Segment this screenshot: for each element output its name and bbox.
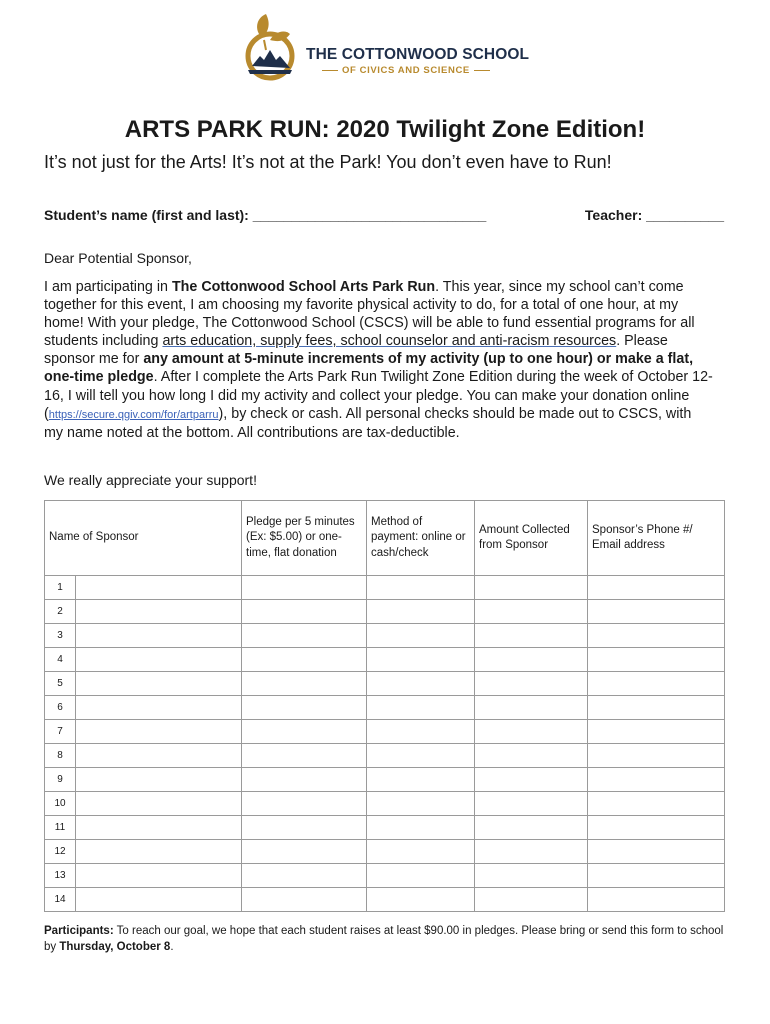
- pledge-cell[interactable]: [242, 648, 367, 672]
- logo-rule-right: [474, 70, 490, 71]
- teacher-blank[interactable]: __________: [646, 207, 724, 223]
- sponsor-table: [44, 500, 725, 912]
- table-header-row: [45, 501, 725, 576]
- amount-collected-cell[interactable]: [475, 648, 588, 672]
- logo-school-name: THE COTTONWOOD SCHOOL: [306, 46, 530, 63]
- payment-method-cell[interactable]: [367, 864, 475, 888]
- cottonwood-leaf-sun-icon: [240, 10, 302, 82]
- contact-cell[interactable]: [588, 648, 725, 672]
- appreciation-text: We really appreciate your support!: [44, 472, 257, 488]
- contact-cell[interactable]: [588, 768, 725, 792]
- payment-method-cell[interactable]: [367, 600, 475, 624]
- payment-method-cell[interactable]: [367, 624, 475, 648]
- contact-cell[interactable]: [588, 864, 725, 888]
- table-row: [45, 816, 725, 840]
- pledge-terms: any amount at 5-minute increments of my activity (up to one hour) or make a flat, one-time pledge: [44, 351, 694, 386]
- contact-cell[interactable]: [588, 696, 725, 720]
- payment-method-cell[interactable]: [367, 720, 475, 744]
- row-number: 1: [45, 576, 76, 600]
- sponsor-name-cell[interactable]: [76, 768, 242, 792]
- pledge-cell[interactable]: [242, 600, 367, 624]
- amount-collected-cell[interactable]: [475, 816, 588, 840]
- programs-list: arts education, supply fees, school counselor and anti-racism resources: [162, 333, 617, 350]
- table-row: [45, 624, 725, 648]
- note-text: To reach our goal, we hope that each student raises at least $90.00 in pledges. Please bring or send this form to school by: [44, 925, 724, 953]
- sponsor-name-cell[interactable]: [76, 696, 242, 720]
- contact-cell[interactable]: [588, 600, 725, 624]
- amount-collected-cell[interactable]: [475, 840, 588, 864]
- teacher-label: Teacher:: [584, 207, 647, 223]
- pledge-cell[interactable]: [242, 864, 367, 888]
- contact-cell[interactable]: [588, 576, 725, 600]
- payment-method-cell[interactable]: [367, 648, 475, 672]
- header-pledge: Pledge per 5 minutes (Ex: $5.00) or one-time, flat donation: [242, 501, 367, 576]
- school-logo: [240, 10, 540, 85]
- pledge-cell[interactable]: [242, 624, 367, 648]
- pledge-cell[interactable]: [242, 840, 367, 864]
- row-number: 3: [45, 624, 76, 648]
- table-row: [45, 600, 725, 624]
- header-amount-collected: Amount Collected from Sponsor: [475, 501, 588, 576]
- donation-link[interactable]: https://secure.qgiv.com/for/artparru: [48, 408, 219, 421]
- sponsor-name-cell[interactable]: [76, 624, 242, 648]
- pledge-cell[interactable]: [242, 744, 367, 768]
- table-row: [45, 744, 725, 768]
- pledge-cell[interactable]: [242, 576, 367, 600]
- logo-school-subtitle: [318, 65, 494, 76]
- teacher-field[interactable]: [585, 207, 724, 223]
- participants-note: [44, 923, 724, 955]
- event-name: The Cottonwood School Arts Park Run: [171, 279, 436, 295]
- sponsor-name-cell[interactable]: [76, 888, 242, 912]
- form-fields: [44, 207, 724, 223]
- row-number: 12: [45, 840, 76, 864]
- sponsor-name-cell[interactable]: [76, 744, 242, 768]
- due-date: Thursday, October 8: [59, 941, 171, 953]
- logo-rule-left: [322, 70, 338, 71]
- row-number: 2: [45, 600, 76, 624]
- pledge-cell[interactable]: [242, 792, 367, 816]
- table-row: [45, 720, 725, 744]
- student-name-label: Student’s name (first and last):: [44, 207, 253, 223]
- table-row: [45, 864, 725, 888]
- contact-cell[interactable]: [588, 672, 725, 696]
- row-number: 5: [45, 672, 76, 696]
- greeting: Dear Potential Sponsor,: [44, 250, 192, 266]
- sponsor-name-cell[interactable]: [76, 672, 242, 696]
- pledge-cell[interactable]: [242, 672, 367, 696]
- pledge-cell[interactable]: [242, 696, 367, 720]
- contact-cell[interactable]: [588, 888, 725, 912]
- amount-collected-cell[interactable]: [475, 792, 588, 816]
- table-row: [45, 840, 725, 864]
- payment-method-cell[interactable]: [367, 888, 475, 912]
- row-number: 4: [45, 648, 76, 672]
- row-number: 6: [45, 696, 76, 720]
- paragraph-text: I am participating in: [44, 279, 172, 295]
- table-row: [45, 768, 725, 792]
- paragraph-text: . Please sponsor me for: [44, 333, 668, 368]
- amount-collected-cell[interactable]: [475, 888, 588, 912]
- header-sponsor-name: Name of Sponsor: [45, 501, 242, 576]
- header-payment-method: Method of payment: online or cash/check: [367, 501, 475, 576]
- payment-method-cell[interactable]: [367, 672, 475, 696]
- row-number: 13: [45, 864, 76, 888]
- contact-cell[interactable]: [588, 816, 725, 840]
- contact-cell[interactable]: [588, 792, 725, 816]
- contact-cell[interactable]: [588, 720, 725, 744]
- pledge-cell[interactable]: [242, 888, 367, 912]
- sponsor-name-cell[interactable]: [76, 840, 242, 864]
- pledge-cell[interactable]: [242, 768, 367, 792]
- sponsor-name-cell[interactable]: [76, 720, 242, 744]
- pledge-cell[interactable]: [242, 720, 367, 744]
- table-row: [45, 888, 725, 912]
- table-row: [45, 792, 725, 816]
- payment-method-cell[interactable]: [367, 576, 475, 600]
- amount-collected-cell[interactable]: [475, 768, 588, 792]
- amount-collected-cell[interactable]: [475, 576, 588, 600]
- amount-collected-cell[interactable]: [475, 744, 588, 768]
- row-number: 8: [45, 744, 76, 768]
- row-number: 7: [45, 720, 76, 744]
- payment-method-cell[interactable]: [367, 816, 475, 840]
- amount-collected-cell[interactable]: [475, 600, 588, 624]
- logo-subtitle-text: OF CIVICS AND SCIENCE: [342, 65, 470, 76]
- payment-method-cell[interactable]: [367, 840, 475, 864]
- row-number: 11: [45, 816, 76, 840]
- amount-collected-cell[interactable]: [475, 672, 588, 696]
- student-name-field[interactable]: [44, 207, 486, 223]
- sponsor-name-cell[interactable]: [76, 648, 242, 672]
- amount-collected-cell[interactable]: [475, 696, 588, 720]
- paragraph-text: ), by check or cash. All personal checks should be made out to CSCS, with my name noted at the bottom. All contributions are tax-deductible.: [44, 405, 692, 441]
- sponsor-name-cell[interactable]: [76, 816, 242, 840]
- sponsor-name-cell[interactable]: [76, 576, 242, 600]
- payment-method-cell[interactable]: [367, 696, 475, 720]
- amount-collected-cell[interactable]: [475, 624, 588, 648]
- sponsor-name-cell[interactable]: [76, 864, 242, 888]
- row-number: 14: [45, 888, 76, 912]
- amount-collected-cell[interactable]: [475, 720, 588, 744]
- header-contact: Sponsor’s Phone #/ Email address: [588, 501, 725, 576]
- sponsor-name-cell[interactable]: [76, 600, 242, 624]
- sponsor-name-cell[interactable]: [76, 792, 242, 816]
- row-number: 10: [45, 792, 76, 816]
- page-title: ARTS PARK RUN: 2020 Twilight Zone Edition!: [124, 116, 646, 143]
- paragraph-text: . This year, since my school can’t come together for this event, I am choosing my favorite physical activity to do, for a total of one hour, at my home! With your pledge, The Cottonwood School (CSCS) will be able to fund essential programs for all students including: [44, 279, 695, 350]
- contact-cell[interactable]: [588, 744, 725, 768]
- table-row: [45, 648, 725, 672]
- letter-paragraph: [44, 278, 714, 442]
- table-row: [45, 696, 725, 720]
- amount-collected-cell[interactable]: [475, 864, 588, 888]
- contact-cell[interactable]: [588, 840, 725, 864]
- pledge-cell[interactable]: [242, 816, 367, 840]
- payment-method-cell[interactable]: [367, 744, 475, 768]
- page-subtitle: It’s not just for the Arts! It’s not at the Park! You don’t even have to Run!: [44, 152, 612, 172]
- payment-method-cell[interactable]: [367, 792, 475, 816]
- table-row: [45, 672, 725, 696]
- student-name-blank[interactable]: ______________________________: [252, 207, 487, 223]
- note-end: .: [170, 941, 174, 953]
- row-number: 9: [45, 768, 76, 792]
- payment-method-cell[interactable]: [367, 768, 475, 792]
- contact-cell[interactable]: [588, 624, 725, 648]
- note-label: Participants:: [44, 925, 114, 937]
- table-row: [45, 576, 725, 600]
- paragraph-text: . After I complete the Arts Park Run Twilight Zone Edition during the week of October 12-16, I will tell you how long I did my activity and collect your pledge. You can make your donation online (: [44, 369, 713, 422]
